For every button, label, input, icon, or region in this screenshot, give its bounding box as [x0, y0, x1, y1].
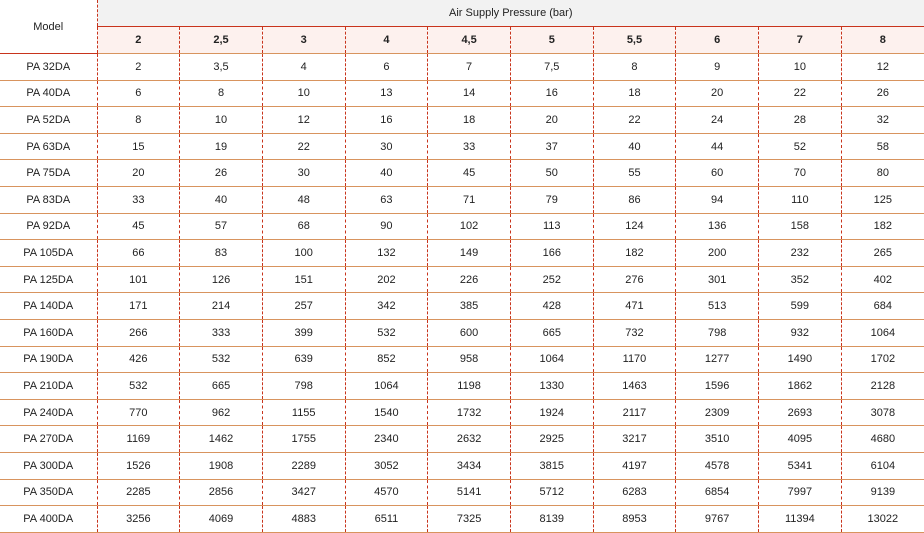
- torque-value-cell: 1463: [593, 373, 676, 400]
- torque-value-cell: 962: [180, 399, 263, 426]
- torque-value-cell: 30: [262, 160, 345, 187]
- torque-value-cell: 16: [510, 80, 593, 107]
- torque-value-cell: 12: [841, 54, 924, 81]
- torque-value-cell: 4578: [676, 452, 759, 479]
- torque-value-cell: 532: [345, 319, 428, 346]
- table-row: [0, 80, 924, 107]
- torque-value-cell: 14: [428, 80, 511, 107]
- torque-value-cell: 402: [841, 266, 924, 293]
- torque-value-cell: 94: [676, 186, 759, 213]
- torque-value-cell: 83: [180, 240, 263, 267]
- torque-value-cell: 1540: [345, 399, 428, 426]
- torque-value-cell: 132: [345, 240, 428, 267]
- torque-value-cell: 166: [510, 240, 593, 267]
- torque-value-cell: 932: [759, 319, 842, 346]
- torque-value-cell: 665: [180, 373, 263, 400]
- table-row: [0, 426, 924, 453]
- torque-value-cell: 40: [593, 133, 676, 160]
- torque-value-cell: 1155: [262, 399, 345, 426]
- torque-value-cell: 40: [180, 186, 263, 213]
- torque-value-cell: 33: [428, 133, 511, 160]
- model-cell: PA 125DA: [0, 266, 97, 293]
- torque-value-cell: 2128: [841, 373, 924, 400]
- model-cell: PA 140DA: [0, 293, 97, 320]
- torque-value-cell: 8: [180, 80, 263, 107]
- torque-value-cell: 22: [593, 107, 676, 134]
- torque-value-cell: 1169: [97, 426, 180, 453]
- table-row: [0, 54, 924, 81]
- pressure-values-row: [0, 27, 924, 54]
- model-cell: PA 240DA: [0, 399, 97, 426]
- torque-value-cell: 136: [676, 213, 759, 240]
- torque-value-cell: 4570: [345, 479, 428, 506]
- torque-value-cell: 20: [97, 160, 180, 187]
- table-row: [0, 186, 924, 213]
- torque-value-cell: 70: [759, 160, 842, 187]
- torque-value-cell: 252: [510, 266, 593, 293]
- torque-value-cell: 113: [510, 213, 593, 240]
- torque-value-cell: 57: [180, 213, 263, 240]
- air-supply-pressure-header: Air Supply Pressure (bar): [97, 0, 924, 27]
- torque-value-cell: 6104: [841, 452, 924, 479]
- torque-value-cell: 8: [593, 54, 676, 81]
- torque-value-cell: 958: [428, 346, 511, 373]
- torque-value-cell: 2117: [593, 399, 676, 426]
- torque-value-cell: 665: [510, 319, 593, 346]
- torque-value-cell: 5712: [510, 479, 593, 506]
- torque-value-cell: 50: [510, 160, 593, 187]
- torque-value-cell: 770: [97, 399, 180, 426]
- torque-value-cell: 71: [428, 186, 511, 213]
- table-row: [0, 107, 924, 134]
- torque-value-cell: 10: [759, 54, 842, 81]
- torque-value-cell: 798: [262, 373, 345, 400]
- torque-value-cell: 1170: [593, 346, 676, 373]
- table-row: [0, 160, 924, 187]
- torque-value-cell: 200: [676, 240, 759, 267]
- torque-value-cell: 1702: [841, 346, 924, 373]
- torque-value-cell: 60: [676, 160, 759, 187]
- model-cell: PA 52DA: [0, 107, 97, 134]
- torque-value-cell: 9767: [676, 506, 759, 533]
- torque-value-cell: 2340: [345, 426, 428, 453]
- torque-value-cell: 599: [759, 293, 842, 320]
- torque-value-cell: 399: [262, 319, 345, 346]
- torque-value-cell: 639: [262, 346, 345, 373]
- torque-value-cell: 8139: [510, 506, 593, 533]
- pressure-column-header: 7: [759, 27, 842, 54]
- torque-value-cell: 63: [345, 186, 428, 213]
- torque-value-cell: 600: [428, 319, 511, 346]
- torque-value-cell: 513: [676, 293, 759, 320]
- torque-value-cell: 471: [593, 293, 676, 320]
- torque-value-cell: 30: [345, 133, 428, 160]
- torque-value-cell: 301: [676, 266, 759, 293]
- torque-value-cell: 3815: [510, 452, 593, 479]
- torque-value-cell: 9139: [841, 479, 924, 506]
- torque-value-cell: 4680: [841, 426, 924, 453]
- torque-value-cell: 1924: [510, 399, 593, 426]
- torque-value-cell: 1526: [97, 452, 180, 479]
- torque-value-cell: 16: [345, 107, 428, 134]
- torque-value-cell: 126: [180, 266, 263, 293]
- torque-value-cell: 52: [759, 133, 842, 160]
- table-row: [0, 266, 924, 293]
- torque-value-cell: 18: [593, 80, 676, 107]
- torque-value-cell: 1755: [262, 426, 345, 453]
- pressure-column-header: 2,5: [180, 27, 263, 54]
- torque-value-cell: 2693: [759, 399, 842, 426]
- torque-value-cell: 1198: [428, 373, 511, 400]
- torque-value-cell: 33: [97, 186, 180, 213]
- torque-value-cell: 68: [262, 213, 345, 240]
- torque-value-cell: 3256: [97, 506, 180, 533]
- pressure-column-header: 3: [262, 27, 345, 54]
- table-row: [0, 240, 924, 267]
- torque-value-cell: 11394: [759, 506, 842, 533]
- torque-value-cell: 1908: [180, 452, 263, 479]
- torque-value-cell: 6: [97, 80, 180, 107]
- torque-value-cell: 1862: [759, 373, 842, 400]
- pressure-column-header: 6: [676, 27, 759, 54]
- torque-value-cell: 101: [97, 266, 180, 293]
- torque-value-cell: 214: [180, 293, 263, 320]
- torque-value-cell: 15: [97, 133, 180, 160]
- torque-value-cell: 182: [593, 240, 676, 267]
- torque-value-cell: 7,5: [510, 54, 593, 81]
- torque-value-cell: 385: [428, 293, 511, 320]
- torque-value-cell: 45: [97, 213, 180, 240]
- torque-value-cell: 58: [841, 133, 924, 160]
- torque-value-cell: 26: [841, 80, 924, 107]
- pressure-column-header: 5: [510, 27, 593, 54]
- torque-value-cell: 1462: [180, 426, 263, 453]
- table-row: [0, 346, 924, 373]
- torque-value-cell: 3510: [676, 426, 759, 453]
- torque-value-cell: 80: [841, 160, 924, 187]
- torque-value-cell: 44: [676, 133, 759, 160]
- torque-value-cell: 125: [841, 186, 924, 213]
- model-cell: PA 32DA: [0, 54, 97, 81]
- torque-value-cell: 18: [428, 107, 511, 134]
- torque-value-cell: 1596: [676, 373, 759, 400]
- model-cell: PA 190DA: [0, 346, 97, 373]
- torque-value-cell: 4069: [180, 506, 263, 533]
- table-row: [0, 373, 924, 400]
- model-cell: PA 350DA: [0, 479, 97, 506]
- torque-value-cell: 202: [345, 266, 428, 293]
- torque-value-cell: 2925: [510, 426, 593, 453]
- table-row: [0, 506, 924, 533]
- torque-value-cell: 7997: [759, 479, 842, 506]
- torque-value-cell: 6511: [345, 506, 428, 533]
- torque-value-cell: 2285: [97, 479, 180, 506]
- model-cell: PA 400DA: [0, 506, 97, 533]
- table-body: [0, 54, 924, 533]
- torque-value-cell: 852: [345, 346, 428, 373]
- torque-value-cell: 28: [759, 107, 842, 134]
- torque-value-cell: 3078: [841, 399, 924, 426]
- torque-value-cell: 4197: [593, 452, 676, 479]
- torque-value-cell: 79: [510, 186, 593, 213]
- torque-value-cell: 40: [345, 160, 428, 187]
- torque-value-cell: 7: [428, 54, 511, 81]
- model-cell: PA 300DA: [0, 452, 97, 479]
- torque-value-cell: 3052: [345, 452, 428, 479]
- torque-value-cell: 102: [428, 213, 511, 240]
- torque-value-cell: 6854: [676, 479, 759, 506]
- torque-value-cell: 342: [345, 293, 428, 320]
- table-row: [0, 399, 924, 426]
- torque-value-cell: 1277: [676, 346, 759, 373]
- torque-value-cell: 684: [841, 293, 924, 320]
- torque-value-cell: 45: [428, 160, 511, 187]
- torque-value-cell: 24: [676, 107, 759, 134]
- torque-value-cell: 22: [262, 133, 345, 160]
- torque-value-cell: 90: [345, 213, 428, 240]
- torque-value-cell: 13022: [841, 506, 924, 533]
- torque-value-cell: 171: [97, 293, 180, 320]
- torque-value-cell: 257: [262, 293, 345, 320]
- torque-value-cell: 6283: [593, 479, 676, 506]
- torque-value-cell: 1064: [345, 373, 428, 400]
- torque-value-cell: 2856: [180, 479, 263, 506]
- torque-value-cell: 151: [262, 266, 345, 293]
- torque-value-cell: 798: [676, 319, 759, 346]
- torque-value-cell: 428: [510, 293, 593, 320]
- model-cell: PA 83DA: [0, 186, 97, 213]
- model-cell: PA 40DA: [0, 80, 97, 107]
- torque-value-cell: 276: [593, 266, 676, 293]
- torque-value-cell: 124: [593, 213, 676, 240]
- torque-value-cell: 4095: [759, 426, 842, 453]
- pressure-column-header: 4,5: [428, 27, 511, 54]
- model-cell: PA 210DA: [0, 373, 97, 400]
- torque-value-cell: 149: [428, 240, 511, 267]
- torque-value-cell: 9: [676, 54, 759, 81]
- torque-value-cell: 226: [428, 266, 511, 293]
- torque-value-cell: 5141: [428, 479, 511, 506]
- pressure-column-header: 4: [345, 27, 428, 54]
- table-row: [0, 213, 924, 240]
- torque-value-cell: 32: [841, 107, 924, 134]
- model-cell: PA 63DA: [0, 133, 97, 160]
- header-row-title: [0, 0, 924, 27]
- torque-value-cell: 3217: [593, 426, 676, 453]
- torque-value-cell: 4883: [262, 506, 345, 533]
- torque-value-cell: 2289: [262, 452, 345, 479]
- torque-value-cell: 2309: [676, 399, 759, 426]
- model-cell: PA 75DA: [0, 160, 97, 187]
- torque-value-cell: 265: [841, 240, 924, 267]
- pressure-column-header: 5,5: [593, 27, 676, 54]
- torque-value-cell: 333: [180, 319, 263, 346]
- torque-value-cell: 12: [262, 107, 345, 134]
- torque-value-cell: 182: [841, 213, 924, 240]
- table-row: [0, 319, 924, 346]
- torque-value-cell: 4: [262, 54, 345, 81]
- torque-value-cell: 13: [345, 80, 428, 107]
- model-cell: PA 160DA: [0, 319, 97, 346]
- torque-value-cell: 66: [97, 240, 180, 267]
- torque-value-cell: 1064: [841, 319, 924, 346]
- torque-value-cell: 352: [759, 266, 842, 293]
- torque-value-cell: 37: [510, 133, 593, 160]
- torque-value-cell: 3,5: [180, 54, 263, 81]
- model-cell: PA 270DA: [0, 426, 97, 453]
- torque-value-cell: 266: [97, 319, 180, 346]
- table-row: [0, 133, 924, 160]
- torque-value-cell: 532: [180, 346, 263, 373]
- torque-value-cell: 2: [97, 54, 180, 81]
- torque-value-cell: 3427: [262, 479, 345, 506]
- torque-value-cell: 100: [262, 240, 345, 267]
- model-cell: PA 105DA: [0, 240, 97, 267]
- torque-value-cell: 1490: [759, 346, 842, 373]
- table-row: [0, 452, 924, 479]
- pressure-column-header: 8: [841, 27, 924, 54]
- torque-value-cell: 1064: [510, 346, 593, 373]
- model-column-header: Model: [0, 0, 97, 54]
- torque-value-cell: 3434: [428, 452, 511, 479]
- torque-value-cell: 732: [593, 319, 676, 346]
- torque-value-cell: 232: [759, 240, 842, 267]
- torque-value-cell: 26: [180, 160, 263, 187]
- torque-value-cell: 10: [180, 107, 263, 134]
- torque-value-cell: 8953: [593, 506, 676, 533]
- torque-value-cell: 10: [262, 80, 345, 107]
- torque-value-cell: 22: [759, 80, 842, 107]
- pressure-column-header: 2: [97, 27, 180, 54]
- torque-value-cell: 532: [97, 373, 180, 400]
- torque-value-cell: 1732: [428, 399, 511, 426]
- torque-value-cell: 6: [345, 54, 428, 81]
- torque-value-cell: 86: [593, 186, 676, 213]
- torque-value-cell: 48: [262, 186, 345, 213]
- torque-value-cell: 158: [759, 213, 842, 240]
- table-row: [0, 293, 924, 320]
- torque-value-cell: 1330: [510, 373, 593, 400]
- torque-value-cell: 5341: [759, 452, 842, 479]
- torque-value-cell: 20: [510, 107, 593, 134]
- torque-value-cell: 426: [97, 346, 180, 373]
- torque-value-cell: 8: [97, 107, 180, 134]
- torque-value-cell: 55: [593, 160, 676, 187]
- torque-value-cell: 110: [759, 186, 842, 213]
- torque-value-cell: 19: [180, 133, 263, 160]
- model-cell: PA 92DA: [0, 213, 97, 240]
- torque-value-cell: 20: [676, 80, 759, 107]
- torque-value-cell: 7325: [428, 506, 511, 533]
- torque-value-cell: 2632: [428, 426, 511, 453]
- table-row: [0, 479, 924, 506]
